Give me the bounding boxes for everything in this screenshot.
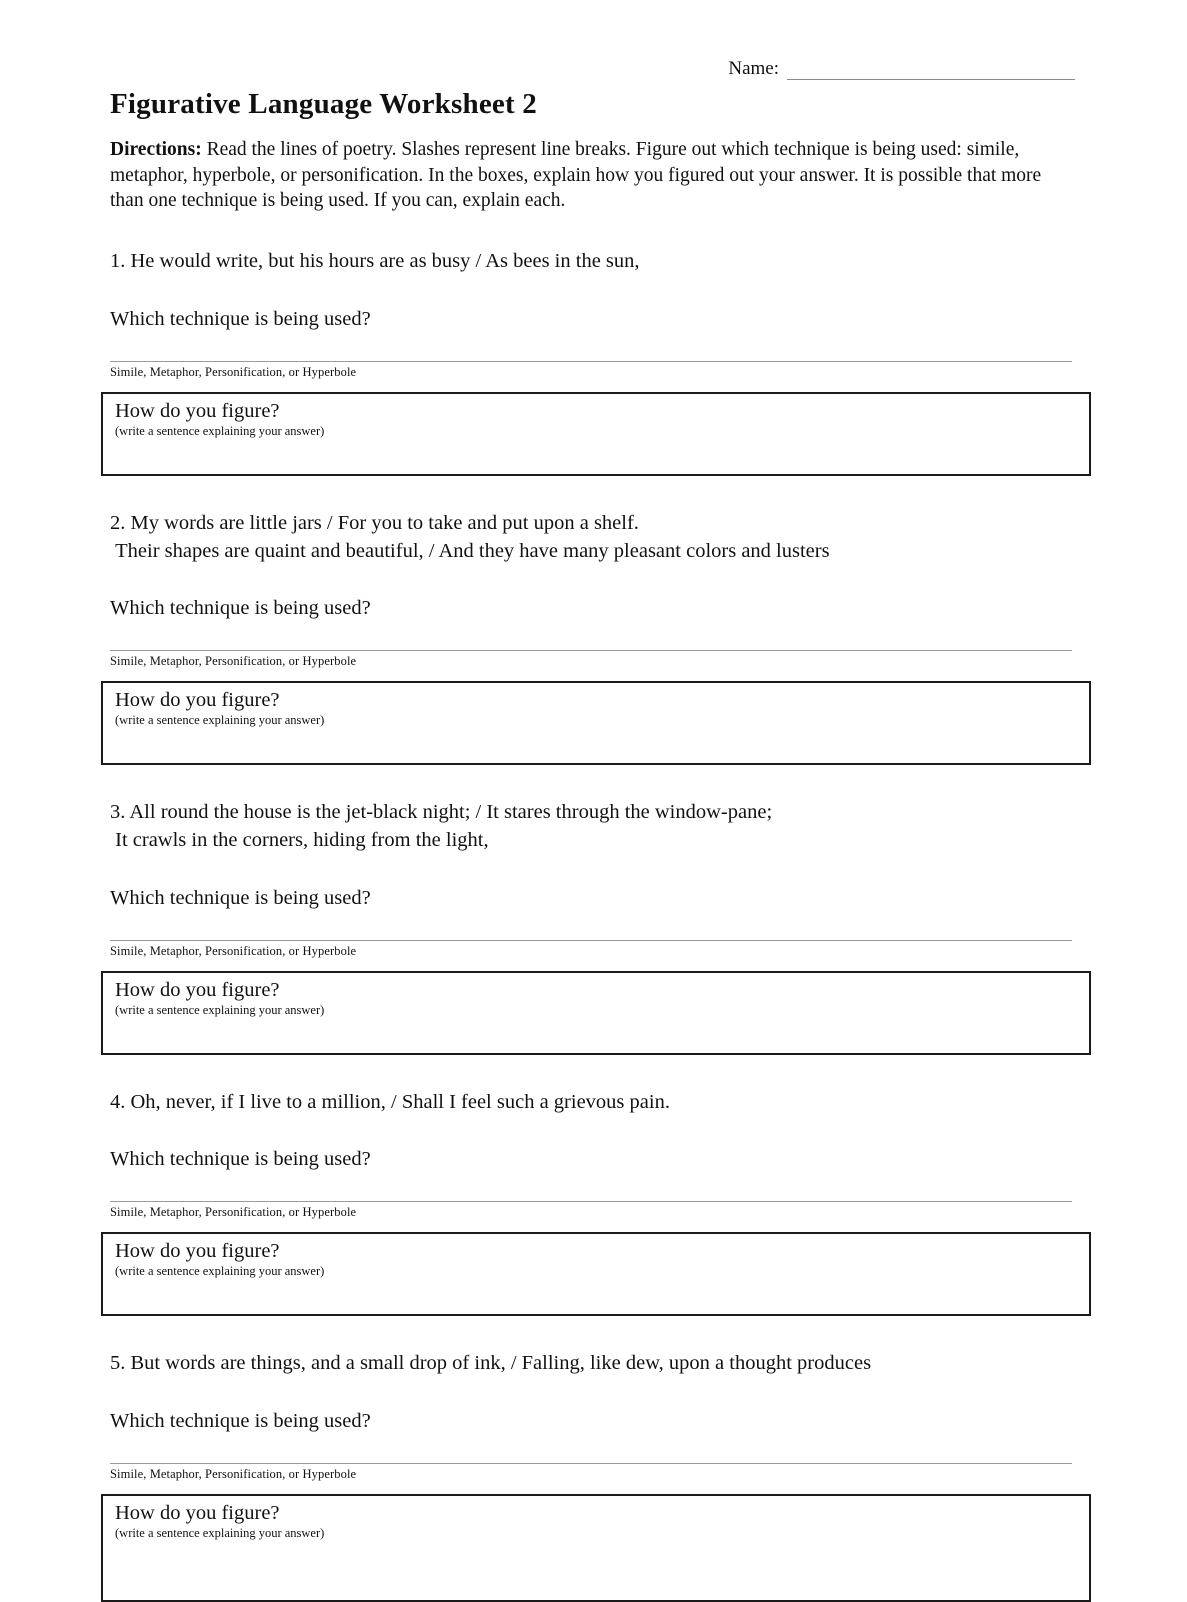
name-blank-line	[787, 60, 1075, 80]
answer-blank-line	[110, 361, 1072, 362]
answer-box-title: How do you figure?	[115, 1240, 280, 1263]
answer-blank-line	[110, 940, 1072, 941]
technique-question: Which technique is being used?	[110, 1409, 371, 1432]
answer-box-title: How do you figure?	[115, 689, 280, 712]
technique-question: Which technique is being used?	[110, 307, 371, 330]
answer-caption: Simile, Metaphor, Personification, or Hyperbole	[110, 1466, 357, 1481]
answer-box-subtitle: (write a sentence explaining your answer)	[115, 1525, 325, 1540]
question-prompt	[110, 510, 1087, 565]
answer-box-title: How do you figure?	[115, 399, 280, 422]
question-block-4	[110, 1089, 1087, 1317]
answer-caption: Simile, Metaphor, Personification, or Hyperbole	[110, 364, 357, 379]
question-block-2	[110, 510, 1087, 765]
question-prompt	[110, 1350, 1087, 1378]
answer-caption: Simile, Metaphor, Personification, or Hyperbole	[110, 943, 357, 958]
question-prompt-line: 5. But words are things, and a small drop of ink, / Falling, like dew, upon a thought produces	[110, 1352, 872, 1375]
answer-box	[101, 1232, 1091, 1316]
answer-box-subtitle: (write a sentence explaining your answer)	[115, 423, 325, 438]
answer-box	[101, 681, 1091, 765]
question-prompt-line: It crawls in the corners, hiding from the light,	[110, 828, 489, 851]
question-prompt	[110, 248, 1087, 276]
technique-question: Which technique is being used?	[110, 597, 371, 620]
answer-box-title: How do you figure?	[115, 978, 280, 1001]
answer-caption: Simile, Metaphor, Personification, or Hyperbole	[110, 654, 357, 669]
answer-caption: Simile, Metaphor, Personification, or Hyperbole	[110, 1205, 357, 1220]
name-label: Name:	[728, 58, 779, 79]
question-prompt-line: 4. Oh, never, if I live to a million, / Shall I feel such a grievous pain.	[110, 1090, 670, 1113]
question-prompt-line: 1. He would write, but his hours are as busy / As bees in the sun,	[110, 250, 640, 273]
answer-box-title: How do you figure?	[115, 1501, 280, 1524]
answer-box-subtitle: (write a sentence explaining your answer)	[115, 713, 325, 728]
answer-box-subtitle: (write a sentence explaining your answer)	[115, 1002, 325, 1017]
question-block-1	[110, 248, 1087, 476]
question-prompt-line: 2. My words are little jars / For you to take and put upon a shelf.	[110, 511, 639, 534]
directions-label: Directions:	[110, 139, 202, 160]
page-title: Figurative Language Worksheet 2	[110, 88, 537, 120]
question-prompt-line: 3. All round the house is the jet-black night; / It stares through the window-pane;	[110, 801, 773, 824]
answer-blank-line	[110, 1463, 1072, 1464]
technique-question: Which technique is being used?	[110, 886, 371, 909]
answer-blank-line	[110, 1201, 1072, 1202]
question-block-5	[110, 1350, 1087, 1602]
answer-blank-line	[110, 650, 1072, 651]
name-row	[110, 58, 1075, 80]
question-prompt	[110, 799, 1087, 854]
answer-box	[101, 1494, 1091, 1602]
directions	[110, 137, 1070, 214]
answer-box	[101, 971, 1091, 1055]
question-prompt	[110, 1089, 1087, 1117]
question-prompt-line: Their shapes are quaint and beautiful, / And they have many pleasant colors and lusters	[110, 539, 830, 562]
question-block-3	[110, 799, 1087, 1054]
answer-box-subtitle: (write a sentence explaining your answer)	[115, 1264, 325, 1279]
answer-box	[101, 392, 1091, 476]
directions-text: Read the lines of poetry. Slashes represent line breaks. Figure out which technique is being used: simile, metaphor, hyperbole, or personification. In the boxes, explain how you figured out your answer. It is possible that more than one technique is being used. If you can, explain each.	[110, 139, 1042, 212]
technique-question: Which technique is being used?	[110, 1148, 371, 1171]
